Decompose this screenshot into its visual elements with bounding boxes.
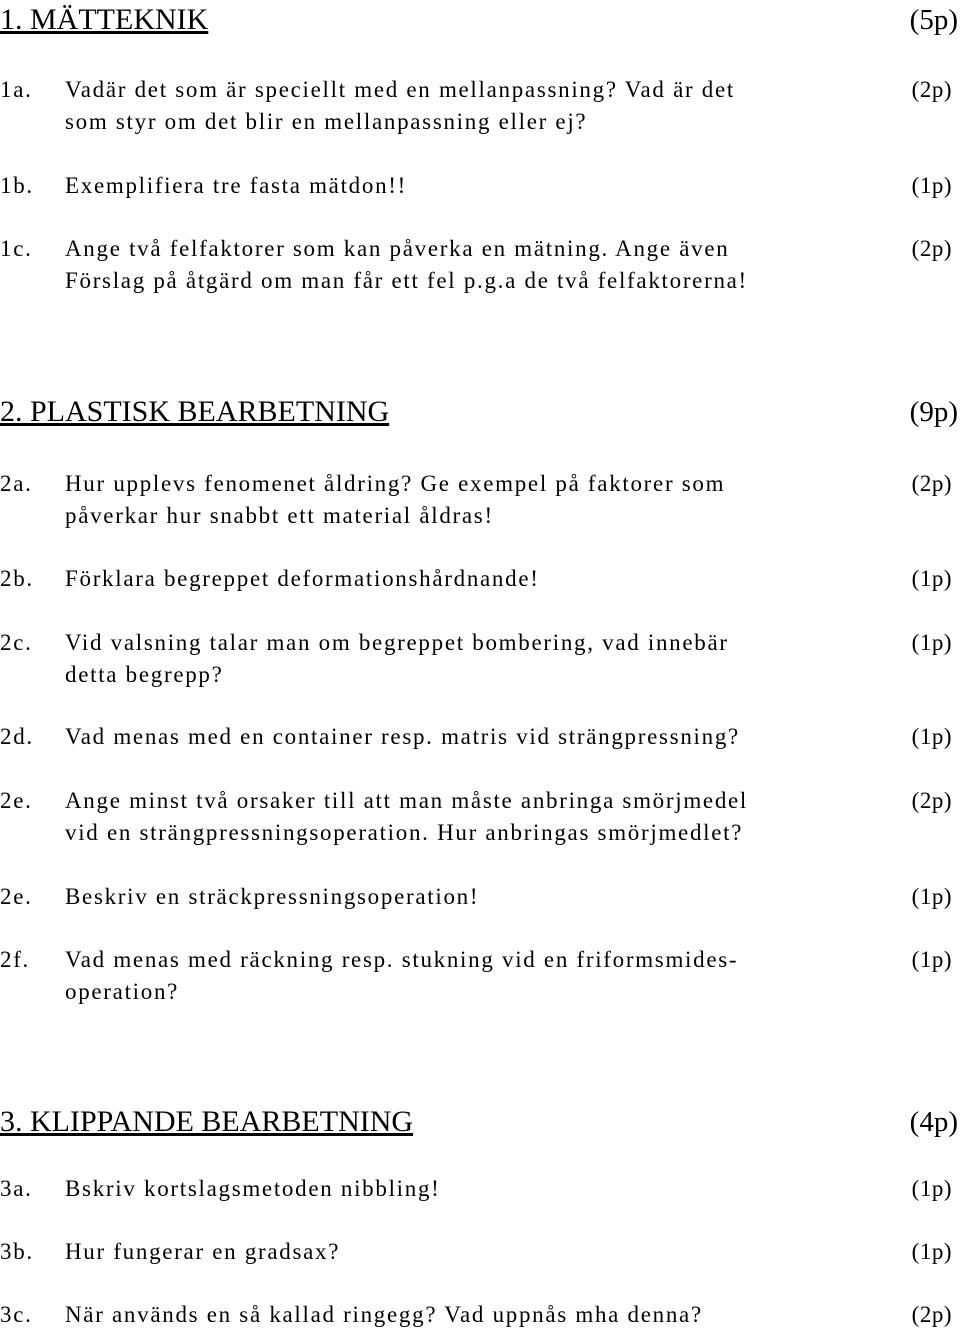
question-text: Hur upplevs fenomenet åldring? Ge exempel på faktorer som påverkar hur snabbt ett material åldras!: [65, 471, 726, 528]
question-number: 3c.: [0, 1302, 33, 1327]
section-3-title: 3. KLIPPANDE BEARBETNING: [0, 1105, 414, 1138]
question-points: (2p): [911, 471, 952, 496]
section-2-header: [0, 392, 960, 432]
section-2-title: 2. PLASTISK BEARBETNING: [0, 395, 390, 428]
section-2-points: (9p): [909, 396, 958, 428]
question-points: (2p): [911, 77, 952, 102]
question-number: 1b.: [0, 173, 34, 198]
question-text: Förklara begreppet deformationshårdnande!: [65, 566, 540, 591]
question-points: (1p): [911, 1176, 952, 1201]
question-number: 2a.: [0, 471, 33, 496]
question-points: (1p): [911, 1239, 952, 1264]
question-number: 3b.: [0, 1239, 34, 1264]
section-1-points: (5p): [909, 4, 958, 36]
question-number: 1c.: [0, 236, 33, 261]
question-text: Beskriv en sträckpressningsoperation!: [65, 884, 480, 909]
question-number: 2f.: [0, 947, 31, 972]
question-number: 1a.: [0, 77, 33, 102]
question-points: (1p): [911, 566, 952, 591]
question-points: (1p): [911, 947, 952, 972]
question-number: 2e.: [0, 884, 33, 909]
question-text: När används en så kallad ringegg? Vad uppnås mha denna?: [65, 1302, 703, 1327]
question-points: (2p): [911, 788, 952, 813]
question-text: Ange minst två orsaker till att man måste anbringa smörjmedel vid en strängpressningsoperation. Hur anbringas smörjmedlet?: [65, 788, 749, 845]
section-3-points: (4p): [909, 1106, 958, 1138]
question-points: (2p): [911, 1302, 952, 1327]
question-number: 3a.: [0, 1176, 33, 1201]
question-points: (1p): [911, 884, 952, 909]
question-text: Exemplifiera tre fasta mätdon!!: [65, 173, 407, 198]
question-points: (1p): [911, 630, 952, 655]
question-number: 2e.: [0, 788, 33, 813]
question-text: Vadär det som är speciellt med en mellanpassning? Vad är det som styr om det blir en mellanpassning eller ej?: [65, 77, 736, 134]
question-text: Hur fungerar en gradsax?: [65, 1239, 341, 1264]
question-points: (2p): [911, 236, 952, 261]
question-text: Vad menas med räckning resp. stukning vid en friformsmides- operation?: [65, 947, 739, 1004]
question-text: Ange två felfaktorer som kan påverka en mätning. Ange även Förslag på åtgärd om man får ett fel p.g.a de två felfaktorerna!: [65, 236, 748, 293]
section-3-header: [0, 1102, 960, 1142]
section-1-header: [0, 0, 960, 40]
question-points: (1p): [911, 724, 952, 749]
section-1-title: 1. MÄTTEKNIK: [0, 3, 209, 36]
question-number: 2c.: [0, 630, 33, 655]
question-number: 2b.: [0, 566, 34, 591]
question-text: Bskriv kortslagsmetoden nibbling!: [65, 1176, 441, 1201]
question-text: Vid valsning talar man om begreppet bombering, vad innebär detta begrepp?: [65, 630, 729, 687]
question-text: Vad menas med en container resp. matris vid strängpressning?: [65, 724, 740, 749]
question-number: 2d.: [0, 724, 34, 749]
question-points: (1p): [911, 173, 952, 198]
